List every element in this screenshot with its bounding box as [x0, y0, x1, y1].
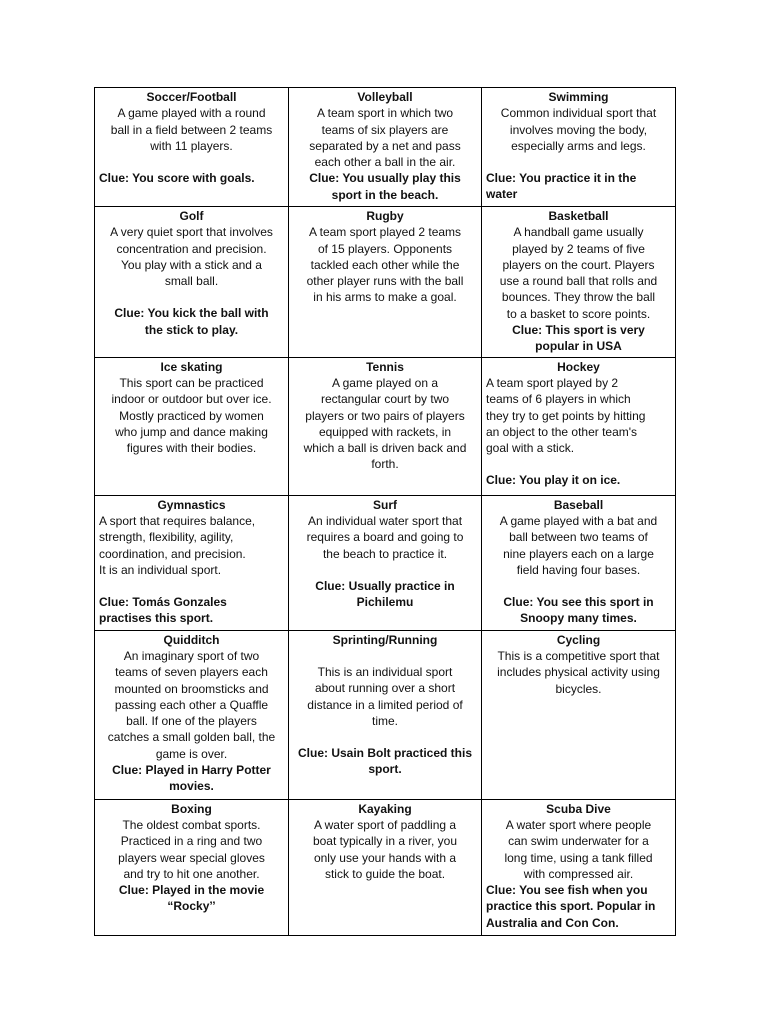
sport-clue: Clue: Usually practice in Pichilemu	[315, 578, 455, 610]
sport-card	[482, 630, 676, 799]
sport-description: A water sport of paddling a boat typically in a river, you only use your hands with a stick to guide the boat.	[312, 817, 458, 881]
spacer	[99, 289, 284, 305]
sport-title: Boxing	[171, 801, 212, 816]
sport-card	[289, 88, 482, 207]
spacer	[99, 578, 284, 594]
sport-description: A game played on a rectangular court by two players or two pairs of players equipped with rackets, in which a ball is driven back and forth.	[303, 375, 467, 472]
table-row	[95, 357, 676, 495]
sport-title: Tennis	[366, 359, 404, 374]
sport-title: Ice skating	[160, 359, 223, 374]
sport-title: Scuba Dive	[546, 801, 611, 816]
sports-table	[94, 87, 676, 936]
sport-description: This is a competitive sport that includes physical activity using bicycles.	[497, 648, 660, 696]
sport-clue: Clue: You practice it in the water	[486, 171, 637, 202]
sport-description: A very quiet sport that involves concentration and precision. You play with a stick and a small ball.	[110, 225, 273, 289]
sport-clue: Clue: You kick the ball with the stick to play.	[114, 306, 269, 337]
sport-card	[95, 799, 289, 935]
sport-clue: Clue: You score with goals.	[99, 171, 255, 186]
sport-card	[482, 357, 676, 495]
sport-title: Baseball	[553, 497, 604, 512]
sport-description: Common individual sport that involves moving the body, especially arms and legs.	[500, 106, 657, 153]
sport-title: Kayaking	[358, 801, 412, 816]
sport-card	[95, 207, 289, 358]
sport-card	[289, 799, 482, 935]
sport-title: Surf	[373, 497, 397, 512]
sport-title: Soccer/Football	[146, 90, 237, 104]
spacer	[293, 729, 477, 745]
sport-title: Hockey	[557, 359, 600, 374]
sport-clue: Clue: You see fish when you practice this sport. Popular in Australia and Con Con.	[486, 883, 656, 930]
sport-description: An individual water sport that requires a board and going to the beach to practice it.	[306, 513, 464, 561]
sport-description: A sport that requires balance, strength, flexibility, agility, coordination, and precision. It is an individual sport.	[99, 513, 256, 577]
sport-card	[482, 207, 676, 358]
sport-card	[95, 357, 289, 495]
sport-description: An imaginary sport of two teams of seven players each mounted on broomsticks and passing each other a Quaffle ball. If one of the players catches a small golden ball, the game is over.	[107, 648, 276, 761]
sport-card	[95, 495, 289, 630]
sport-title: Rugby	[366, 209, 404, 223]
sport-clue: Clue: Tomás Gonzales practises this sport.	[99, 595, 227, 626]
sport-description: A game played with a round ball in a field between 2 teams with 11 players.	[110, 106, 273, 153]
sport-description: A game played with a bat and ball between two teams of nine players each on a large field having four bases.	[499, 513, 658, 577]
sport-description: A team sport played 2 teams of 15 players. Opponents tackled each other while the other player runs with the ball in his arms to make a goal.	[306, 225, 464, 305]
sport-clue: Clue: Played in Harry Potter movies.	[112, 763, 271, 794]
sport-card	[289, 207, 482, 358]
sport-clue: Clue: Usain Bolt practiced this sport.	[297, 746, 473, 777]
sport-title: Swimming	[548, 90, 609, 104]
spacer	[293, 648, 477, 664]
sport-card	[289, 630, 482, 799]
sport-title: Quidditch	[163, 632, 220, 647]
sport-title: Volleyball	[357, 90, 413, 104]
spacer	[486, 456, 671, 472]
sport-card	[289, 495, 482, 630]
sport-clue: Clue: You play it on ice.	[486, 473, 621, 488]
sport-clue: Clue: This sport is very popular in USA	[512, 323, 645, 354]
table-row	[95, 88, 676, 207]
sport-title: Basketball	[548, 209, 609, 223]
sport-card	[289, 357, 482, 495]
sport-description: A handball game usually played by 2 teams of five players on the court. Players use a round ball that rolls and bounces. They throw the ball to a basket to score points.	[499, 225, 658, 321]
table-row	[95, 630, 676, 799]
spacer	[486, 154, 671, 170]
sport-title: Cycling	[556, 632, 601, 647]
sports-card-sheet	[94, 87, 675, 930]
sport-description: A team sport in which two teams of six players are separated by a net and pass each other a ball in the air.	[309, 106, 461, 170]
sport-clue: Clue: Played in the movie “Rocky’’	[118, 883, 265, 914]
spacer	[293, 562, 477, 578]
sport-title: Gymnastics	[157, 497, 226, 512]
spacer	[99, 154, 284, 170]
sport-clue: Clue: You see this sport in Snoopy many times.	[503, 595, 654, 626]
sport-description: A water sport where people can swim underwater for a long time, using a tank filled with compressed air.	[504, 817, 653, 881]
table-row	[95, 799, 676, 935]
sport-card	[482, 495, 676, 630]
sport-card	[95, 88, 289, 207]
table-row	[95, 495, 676, 630]
sport-card	[482, 88, 676, 207]
sport-title: Sprinting/Running	[332, 632, 438, 647]
sport-description: This is an individual sport about running over a short distance in a limited period of time.	[307, 664, 463, 728]
sport-title: Golf	[179, 209, 204, 223]
sport-card	[482, 799, 676, 935]
sport-clue: Clue: You usually play this sport in the beach.	[309, 171, 461, 202]
sport-description: The oldest combat sports. Practiced in a ring and two players wear special gloves and try to hit one another.	[118, 817, 265, 881]
table-row	[95, 207, 676, 358]
sport-description: This sport can be practiced indoor or outdoor but over ice. Mostly practiced by women who jump and dance making figures with their bodies.	[111, 375, 272, 456]
sport-card	[95, 630, 289, 799]
spacer	[486, 578, 671, 594]
sport-description: A team sport played by 2 teams of 6 players in which they try to get points by hitting an object to the other team's goal with a stick.	[486, 375, 646, 456]
